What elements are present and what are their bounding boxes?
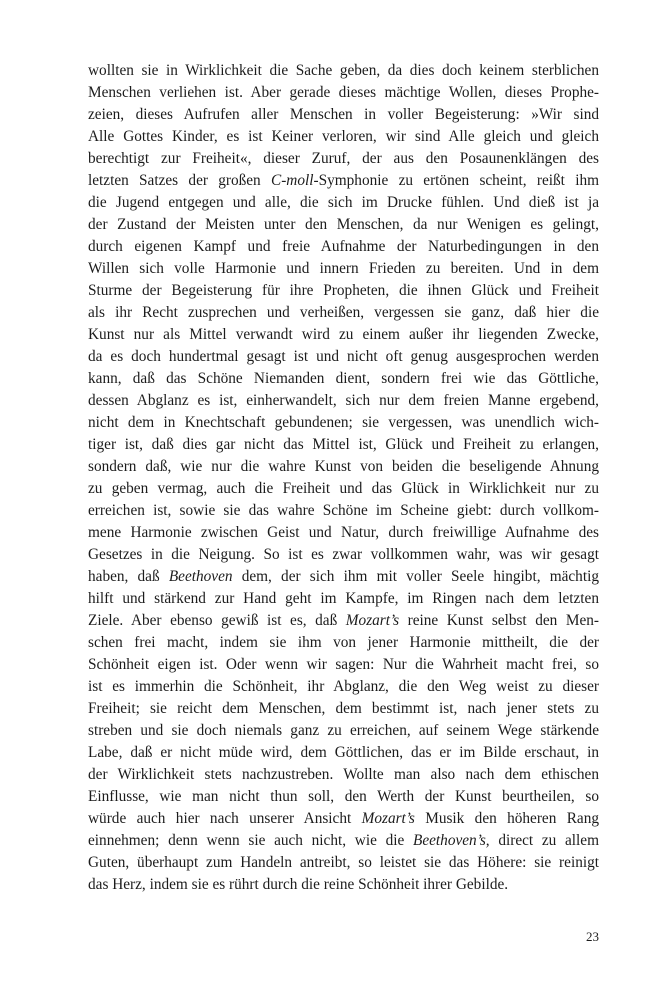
text-line	[88, 126, 599, 148]
text-run: Willen sich volle Harmonie und innern Frieden zu bereiten. Und in dem	[88, 260, 599, 277]
text-run: das Herz, indem sie es rührt durch die reine Schönheit ihrer Gebilde.	[88, 876, 509, 893]
emphasized-text: C-moll	[271, 172, 314, 189]
emphasized-text: Mozart’s	[345, 612, 400, 629]
text-line	[88, 302, 599, 324]
text-run: Menschen verliehen ist. Aber gerade dieses mächtige Wollen, dieses Prophe-	[88, 84, 599, 101]
text-line	[88, 478, 599, 500]
text-run: Guten, überhaupt zum Handeln antreibt, so leistet sie das Höhere: sie reinigt	[88, 854, 599, 871]
emphasized-text: Beethoven’s,	[413, 832, 490, 849]
text-run: letzten Satzes der großen	[88, 172, 271, 189]
text-line	[88, 720, 599, 742]
text-run: Gesetzes in die Neigung. So ist es zwar vollkommen wahr, was wir gesagt	[88, 546, 599, 563]
text-line	[88, 654, 599, 676]
page-text-block	[88, 60, 599, 896]
text-run: durch eigenen Kampf und freie Aufnahme der Naturbedingungen in den	[88, 238, 599, 255]
text-run: tiger ist, daß dies gar nicht das Mittel ist, Glück und Freiheit zu erlangen,	[88, 436, 599, 453]
text-line	[88, 236, 599, 258]
emphasized-text: Mozart’s	[361, 810, 415, 827]
text-line	[88, 170, 599, 192]
text-line	[88, 390, 599, 412]
text-run: -Symphonie zu ertönen scheint, reißt ihm	[313, 172, 599, 189]
text-line	[88, 324, 599, 346]
text-run: einnehmen; denn wenn sie auch nicht, wie die	[88, 832, 413, 849]
text-run: streben und sie doch niemals ganz zu erreichen, auf seinem Wege stärkende	[88, 722, 599, 739]
text-run: berechtigt zur Freiheit«, dieser Zuruf, der aus den Posaunenklängen des	[88, 150, 599, 167]
text-run: der Wirklichkeit stets nachzustreben. Wollte man also nach dem ethischen	[88, 766, 599, 783]
text-run: kann, daß das Schöne Niemanden dient, sondern frei wie das Göttliche,	[88, 370, 599, 387]
emphasized-text: Beethoven	[168, 568, 233, 585]
text-line	[88, 522, 599, 544]
text-run: Sturme der Begeisterung für ihre Propheten, die ihnen Glück und Freiheit	[88, 282, 599, 299]
text-line	[88, 82, 599, 104]
text-line	[88, 192, 599, 214]
text-line	[88, 632, 599, 654]
text-line	[88, 544, 599, 566]
text-line	[88, 258, 599, 280]
text-run: haben, daß	[88, 568, 169, 585]
text-run: erreichen ist, sowie sie das wahre Schöne im Scheine giebt: durch vollkom-	[88, 502, 599, 519]
text-line	[88, 808, 599, 830]
text-line	[88, 830, 599, 852]
text-line	[88, 764, 599, 786]
text-line	[88, 456, 599, 478]
text-run: die Jugend entgegen und alle, die sich im Drucke fühlen. Und dieß ist ja	[88, 194, 599, 211]
text-run: Freiheit; sie reicht dem Menschen, dem bestimmt ist, nach jener stets zu	[88, 700, 599, 717]
text-run: Ziele. Aber ebenso gewiß ist es, daß	[88, 612, 346, 629]
text-run: reine Kunst selbst den Men-	[399, 612, 599, 629]
text-line	[88, 434, 599, 456]
text-line	[88, 368, 599, 390]
text-line	[88, 346, 599, 368]
text-line	[88, 214, 599, 236]
text-run: Einflusse, wie man nicht thun soll, den Werth der Kunst beurtheilen, so	[88, 788, 599, 805]
text-line	[88, 852, 599, 874]
text-run: würde auch hier nach unserer Ansicht	[88, 810, 362, 827]
text-run: der Zustand der Meisten unter den Menschen, da nur Wenigen es gelingt,	[88, 216, 599, 233]
text-run: Schönheit eigen ist. Oder wenn wir sagen: Nur die Wahrheit macht frei, so	[88, 656, 599, 673]
text-line	[88, 60, 599, 82]
text-line	[88, 676, 599, 698]
text-run: dem, der sich ihm mit voller Seele hingibt, mächtig	[232, 568, 599, 585]
text-line	[88, 742, 599, 764]
text-run: mene Harmonie zwischen Geist und Natur, durch freiwillige Aufnahme des	[88, 524, 599, 541]
text-run: hilft und stärkend zur Hand geht im Kampfe, im Ringen nach dem letzten	[88, 590, 599, 607]
page-number: 23	[586, 929, 599, 944]
text-run: Alle Gottes Kinder, es ist Keiner verloren, wir sind Alle gleich und gleich	[88, 128, 599, 145]
text-run: dessen Abglanz es ist, einherwandelt, sich nur dem freien Manne ergebend,	[88, 392, 599, 409]
text-run: zeien, dieses Aufrufen aller Menschen in voller Begeisterung: »Wir sind	[88, 106, 599, 123]
text-run: Labe, daß er nicht müde wird, dem Göttlichen, das er im Bilde erschaut, in	[88, 744, 599, 761]
text-run: nicht dem in Knechtschaft gebundenen; sie vergessen, was unendlich wich-	[88, 414, 599, 431]
text-run: Musik den höheren Rang	[414, 810, 599, 827]
text-line	[88, 588, 599, 610]
text-line	[88, 566, 599, 588]
text-run: direct zu allem	[489, 832, 599, 849]
text-run: ist es immerhin die Schönheit, ihr Abglanz, die den Weg weist zu dieser	[88, 678, 599, 695]
text-line	[88, 500, 599, 522]
text-line	[88, 698, 599, 720]
text-line	[88, 148, 599, 170]
text-run: wollten sie in Wirklichkeit die Sache geben, da dies doch keinem sterblichen	[88, 62, 599, 79]
text-run: zu geben vermag, auch die Freiheit und das Glück in Wirklichkeit nur zu	[88, 480, 599, 497]
text-run: Kunst nur als Mittel verwandt wird zu einem außer ihr liegenden Zwecke,	[88, 326, 599, 343]
text-run: sondern daß, wie nur die wahre Kunst von beiden die beseligende Ahnung	[88, 458, 599, 475]
text-line	[88, 104, 599, 126]
text-line	[88, 874, 599, 896]
text-run: schen frei macht, indem sie ihm von jener Harmonie mittheilt, die der	[88, 634, 599, 651]
text-line	[88, 412, 599, 434]
text-line	[88, 280, 599, 302]
text-line	[88, 786, 599, 808]
text-run: da es doch hundertmal gesagt ist und nicht oft genug ausgesprochen werden	[88, 348, 599, 365]
text-run: als ihr Recht zusprechen und verheißen, vergessen sie ganz, daß hier die	[88, 304, 599, 321]
text-line	[88, 610, 599, 632]
